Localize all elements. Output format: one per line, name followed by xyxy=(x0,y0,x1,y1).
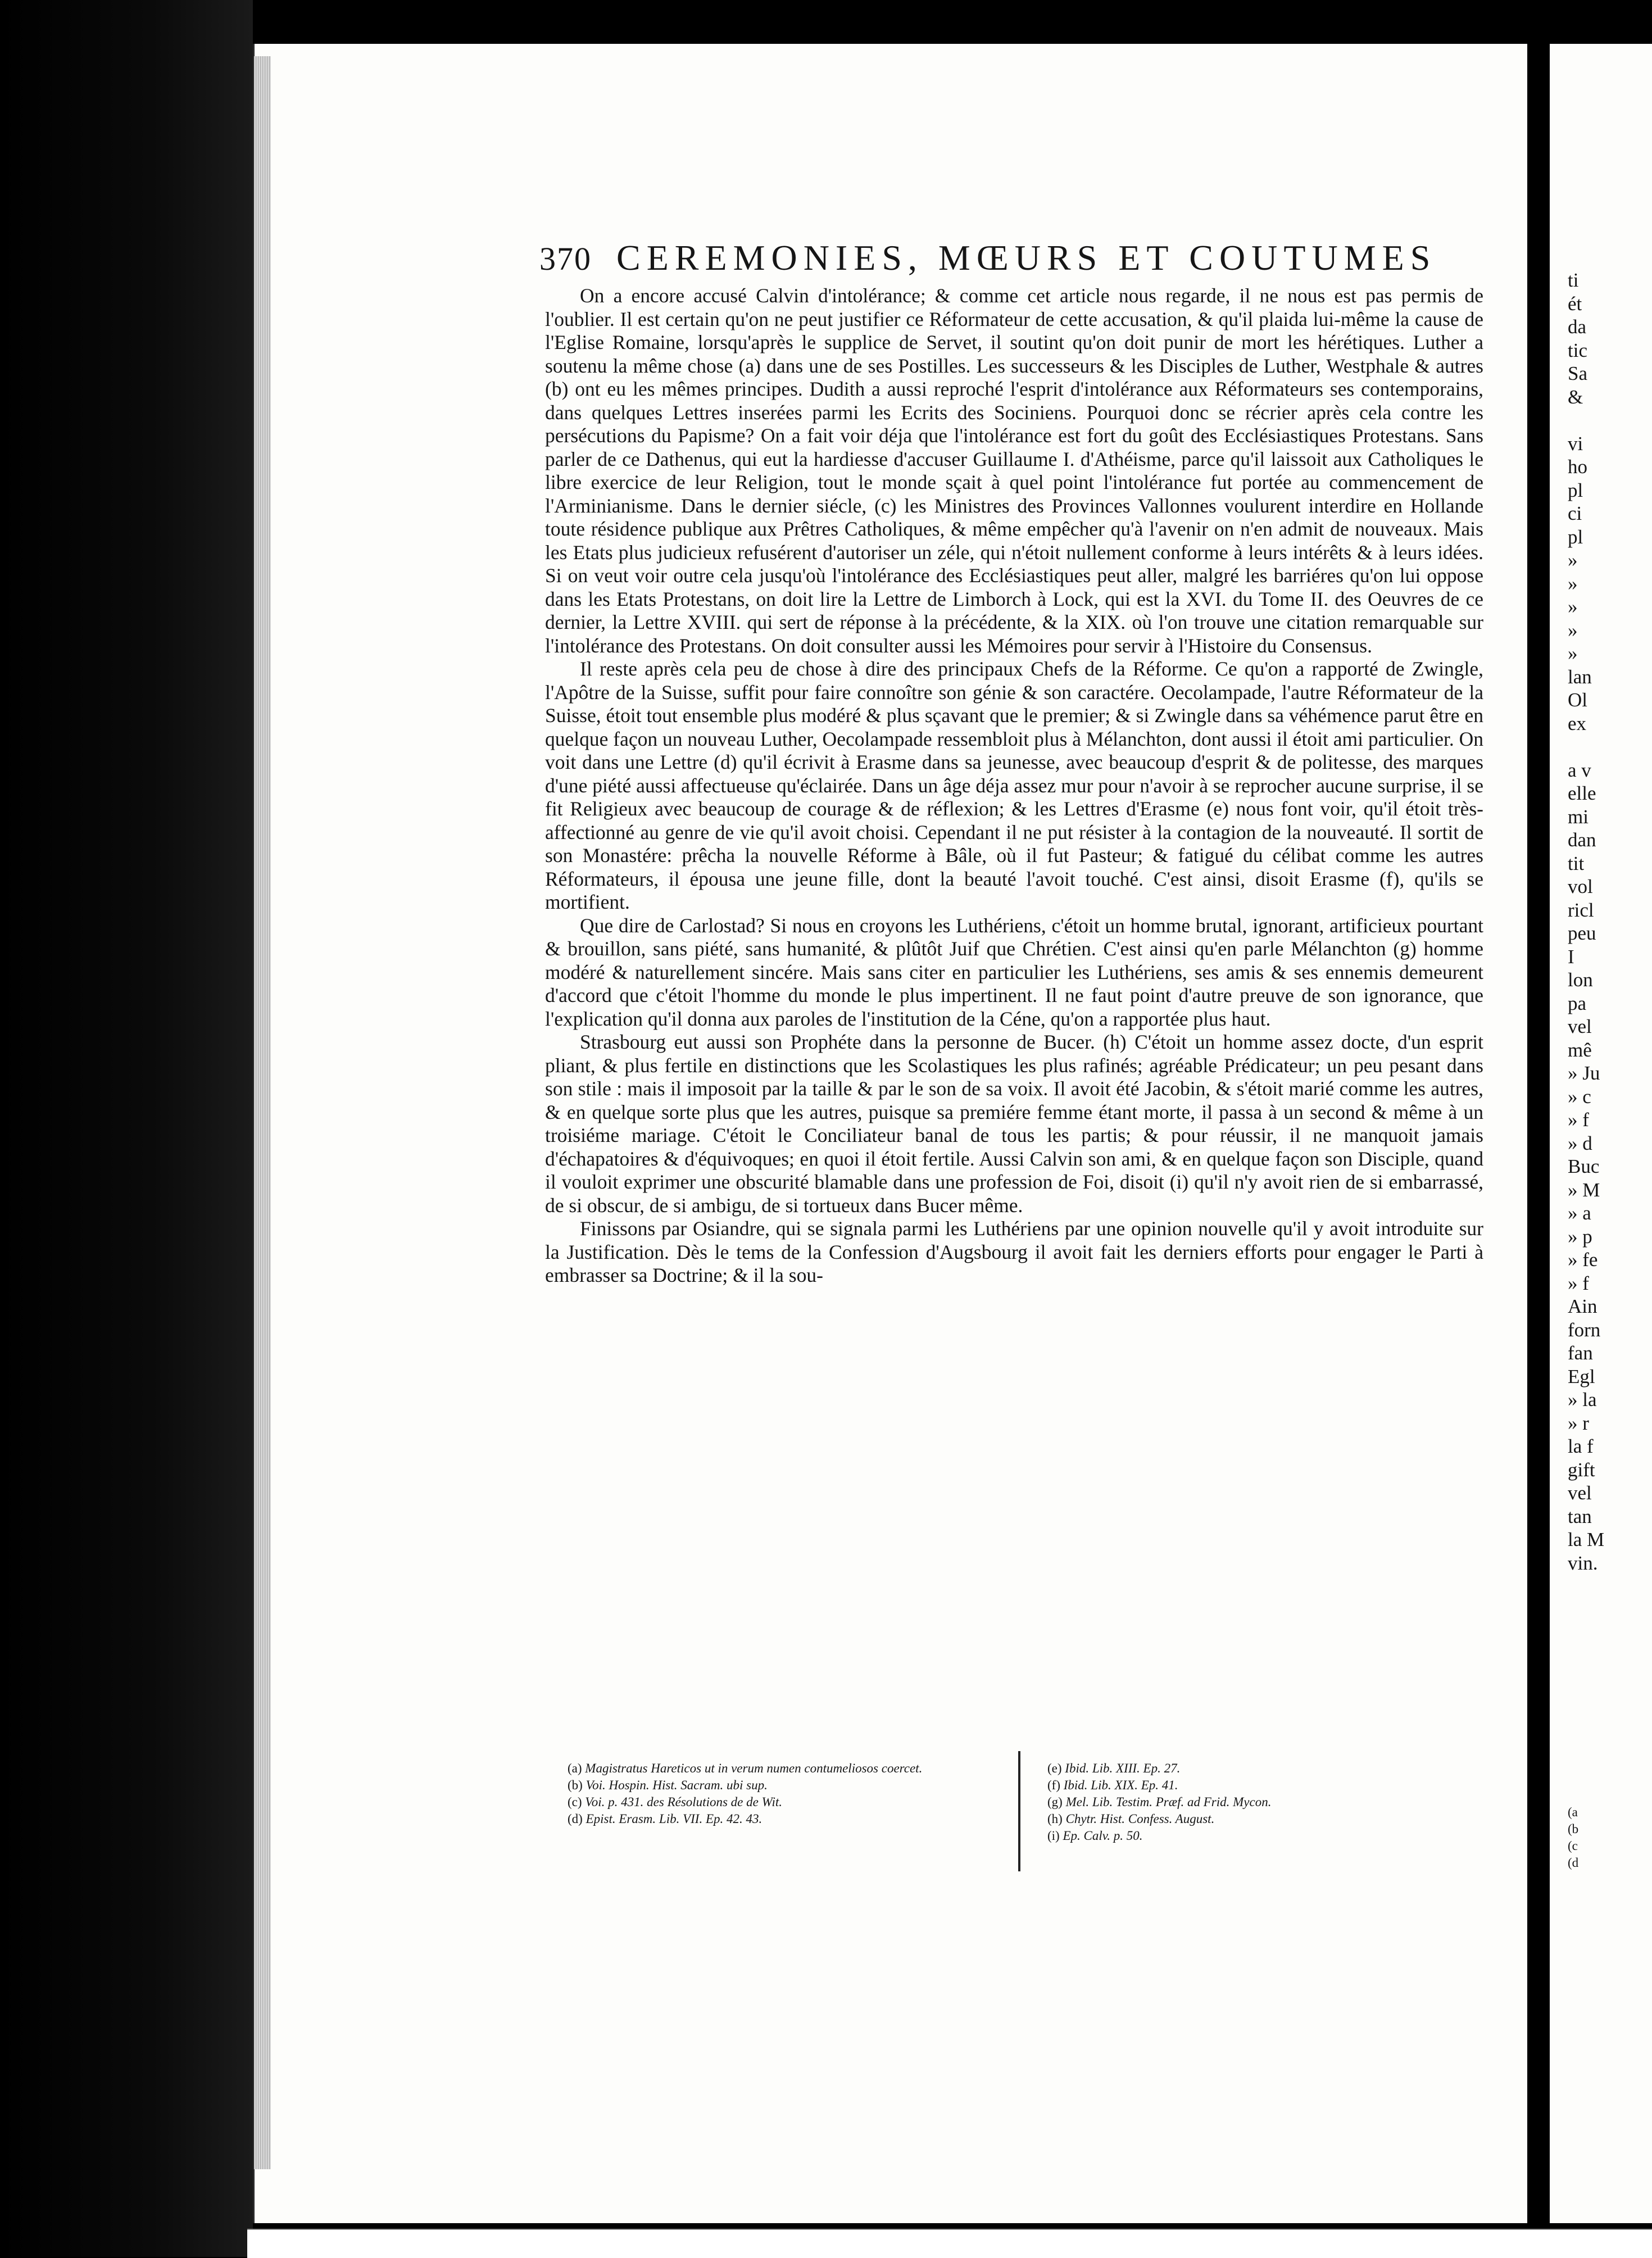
paragraph-bucer: Strasbourg eut aussi son Prophéte dans la personne de Bucer. (h) C'étoit un homme assez docte, d'un esprit pliant, & plus fertile en distinctions que les Scolastiques les plus rafinés; agréable Prédicateur; un peu pesant dans son stile : mais il imposoit par la taille & par le son de sa voix. Il avoit été Jacobin, & s'étoit marié comme les autres, & en quelque sorte plus que les autres, puisque sa premiére femme étant morte, il passa à un second & même à un troisiéme mariage. C'étoit le Conciliateur banal de tous les partis; & pour réussir, il ne manquoit jamais d'échapatoires & d'équivoques; en quoi il étoit fertile. Aussi Calvin son ami, & en quelque façon son Disciple, quand il vouloit exprimer une obscurité blamable dans une profession de Foi, disoit (i) qu'il n'y avoit rien de si embarrassé, de si obscur, de si ambigu, de si tortueux dans Bucer même. xyxy=(545,1031,1483,1217)
footnote: (h) Chytr. Hist. Confess. August. xyxy=(1047,1812,1215,1826)
footnotes-left xyxy=(568,1760,1006,1828)
footnote: (g) Mel. Lib. Testim. Præf. ad Frid. Mycon. xyxy=(1047,1795,1272,1809)
paragraph-oecolampade: Il reste après cela peu de chose à dire des principaux Chefs de la Réforme. Ce qu'on a rapporté de Zwingle, l'Apôtre de la Suisse, suffit pour faire connoître son génie & son caractére. Oecolampade, l'autre Réformateur de la Suisse, étoit tout ensemble plus modéré & plus sçavant que le premier; & si Zwingle dans sa véhémence parut être en quelque façon un nouveau Luther, Oecolampade ressembloit plus à Mélanchton, dont aussi il étoit ami particulier. On voit dans une Lettre (d) qu'il écrivit à Erasme dans sa jeunesse, avec beaucoup d'esprit & de politesse, des marques d'une piété aussi affectueuse qu'éclairée. Dans un âge déja assez mur pour n'avoir à se reprocher aucune surprise, il se fit Religieux avec beaucoup de courage & de réflexion; & les Lettres d'Erasme (e) nous font voir, qu'il étoit très-affectionné au genre de vie qu'il avoit choisi. Cependant il ne put résister à la contagion de la nouveauté. Il sortit de son Monastére: prêcha la nouvelle Réforme à Bâle, où il fut Pasteur; & fatigué du célibat comme les autres Réformateurs, il épousa une jeune fille, dont la beauté l'avoit touché. C'est ainsi, disoit Erasme (f), qu'ils se mortifient. xyxy=(545,658,1483,913)
facing-page-footnote-fragments: (a (b (c (d xyxy=(1568,1805,1579,1870)
scan-bottom-strip xyxy=(247,2229,1652,2258)
paragraph-intolerance: On a encore accusé Calvin d'intolérance; & comme cet article nous regarde, il ne nous est pas permis de l'oublier. Il est certain qu'on ne peut justifier ce Réformateur de cette accusation, & qu'il plaida lui-même la cause de l'Eglise Romaine, lorsqu'après le supplice de Servet, il soutint qu'on doit punir de mort les hérétiques. Luther a soutenu la même chose (a) dans une de ses Postilles. Les successeurs & les Disciples de Luther, Westphale & autres (b) ont eu les mêmes principes. Dudith a aussi reproché l'esprit d'intolérance aux Réformateurs ses contemporains, dans quelques Lettres inserées parmi les Ecrits des Sociniens. Pourquoi donc se récrier après cela contre les persécutions du Papisme? On a fait voir déja que l'intolérance est fort du goût des Ecclésiastiques Protestans. Sans parler de ce Dathenus, qui eut la hardiesse d'accuser Guillaume I. d'Athéisme, parce qu'il laissoit aux Catholiques le libre exercice de leur Religion, tout le monde sçait à quel point l'intolérance fut portée au commencement de l'Arminianisme. Dans le dernier siécle, (c) les Ministres des Provinces Vallonnes voulurent interdire en Hollande toute résidence publique aux Prêtres Catholiques, & même empêcher qu'à l'avenir on n'en admit de nouveaux. Mais les Etats plus judicieux refusérent d'autoriser un zéle, qui n'étoit nullement conforme à leurs intérêts & à leurs idées. Si on veut voir outre cela jusqu'où l'intolérance des Ecclésiastiques peut aller, malgré les barriéres qu'on lui oppose dans les Etats Protestans, on doit lire la Lettre de Limborch à Lock, qui est la XVI. du Tome II. des Oeuvres de ce dernier, la Lettre XVIII. qui sert de réponse à la précédente, & la XIX. où l'on trouve une citation remarquable sur l'intolérance des Protestans. On doit consulter aussi les Mémoires pour servir à l'Histoire du Consensus. xyxy=(545,284,1483,657)
facing-page-text-fragments: ti ét da tic Sa & vi ho pl ci pl » » » » » lan Ol ex a v elle mi dan tit vol ricl peu I lon pa vel mê » Ju » c » f » d Buc » M » a » p » fe » f Ain forn fan Egl » la » r la f gift vel tan la M vin. xyxy=(1568,269,1605,1574)
footnote: (e) Ibid. Lib. XIII. Ep. 27. xyxy=(1047,1761,1181,1775)
book-spine-shadow xyxy=(0,0,253,2257)
book-gutter xyxy=(1527,0,1550,2257)
footnote: (i) Ep. Calv. p. 50. xyxy=(1047,1829,1143,1843)
page-edge-stack xyxy=(254,56,271,2169)
body-text xyxy=(545,284,1483,1287)
footnote-divider xyxy=(1018,1751,1020,1871)
footnotes-right xyxy=(1047,1760,1486,1844)
page-header xyxy=(539,237,1461,288)
facing-page-edge xyxy=(1550,44,1652,2223)
footnote: (c) Voi. p. 431. des Résolutions de de Wit. xyxy=(568,1795,782,1809)
footnote: (b) Voi. Hospin. Hist. Sacram. ubi sup. xyxy=(568,1778,768,1792)
paragraph-carlostad: Que dire de Carlostad? Si nous en croyons les Luthériens, c'étoit un homme brutal, ignorant, artificieux pourtant & brouillon, sans piété, sans humanité, & plûtôt Juif que Chrétien. C'est ainsi qu'en parle Mélanchton (g) homme modéré & naturellement sincére. Mais sans citer en particulier les Luthériens, ses amis & ses ennemis demeurent d'accord que c'étoit l'homme du monde le plus impertinent. Il ne faut point d'autre preuve de son ignorance, que l'explication qu'il donna aux paroles de l'institution de la Céne, qu'on a rapportée plus haut. xyxy=(545,914,1483,1030)
footnote: (f) Ibid. Lib. XIX. Ep. 41. xyxy=(1047,1778,1178,1792)
paragraph-osiandre: Finissons par Osiandre, qui se signala parmi les Luthériens par une opinion nouvelle qu'il y avoit introduite sur la Justification. Dès le tems de la Confession d'Augsbourg il avoit fait les derniers efforts pour engager le Parti à embrasser sa Doctrine; & il la sou- xyxy=(545,1217,1483,1286)
footnote: (d) Epist. Erasm. Lib. VII. Ep. 42. 43. xyxy=(568,1812,763,1826)
footnote: (a) Magistratus Hareticos ut in verum numen contumeliosos coercet. xyxy=(568,1761,923,1775)
page-number: 370 xyxy=(539,241,592,277)
running-title: CEREMONIES, MŒURS ET COUTUMES xyxy=(616,238,1437,278)
